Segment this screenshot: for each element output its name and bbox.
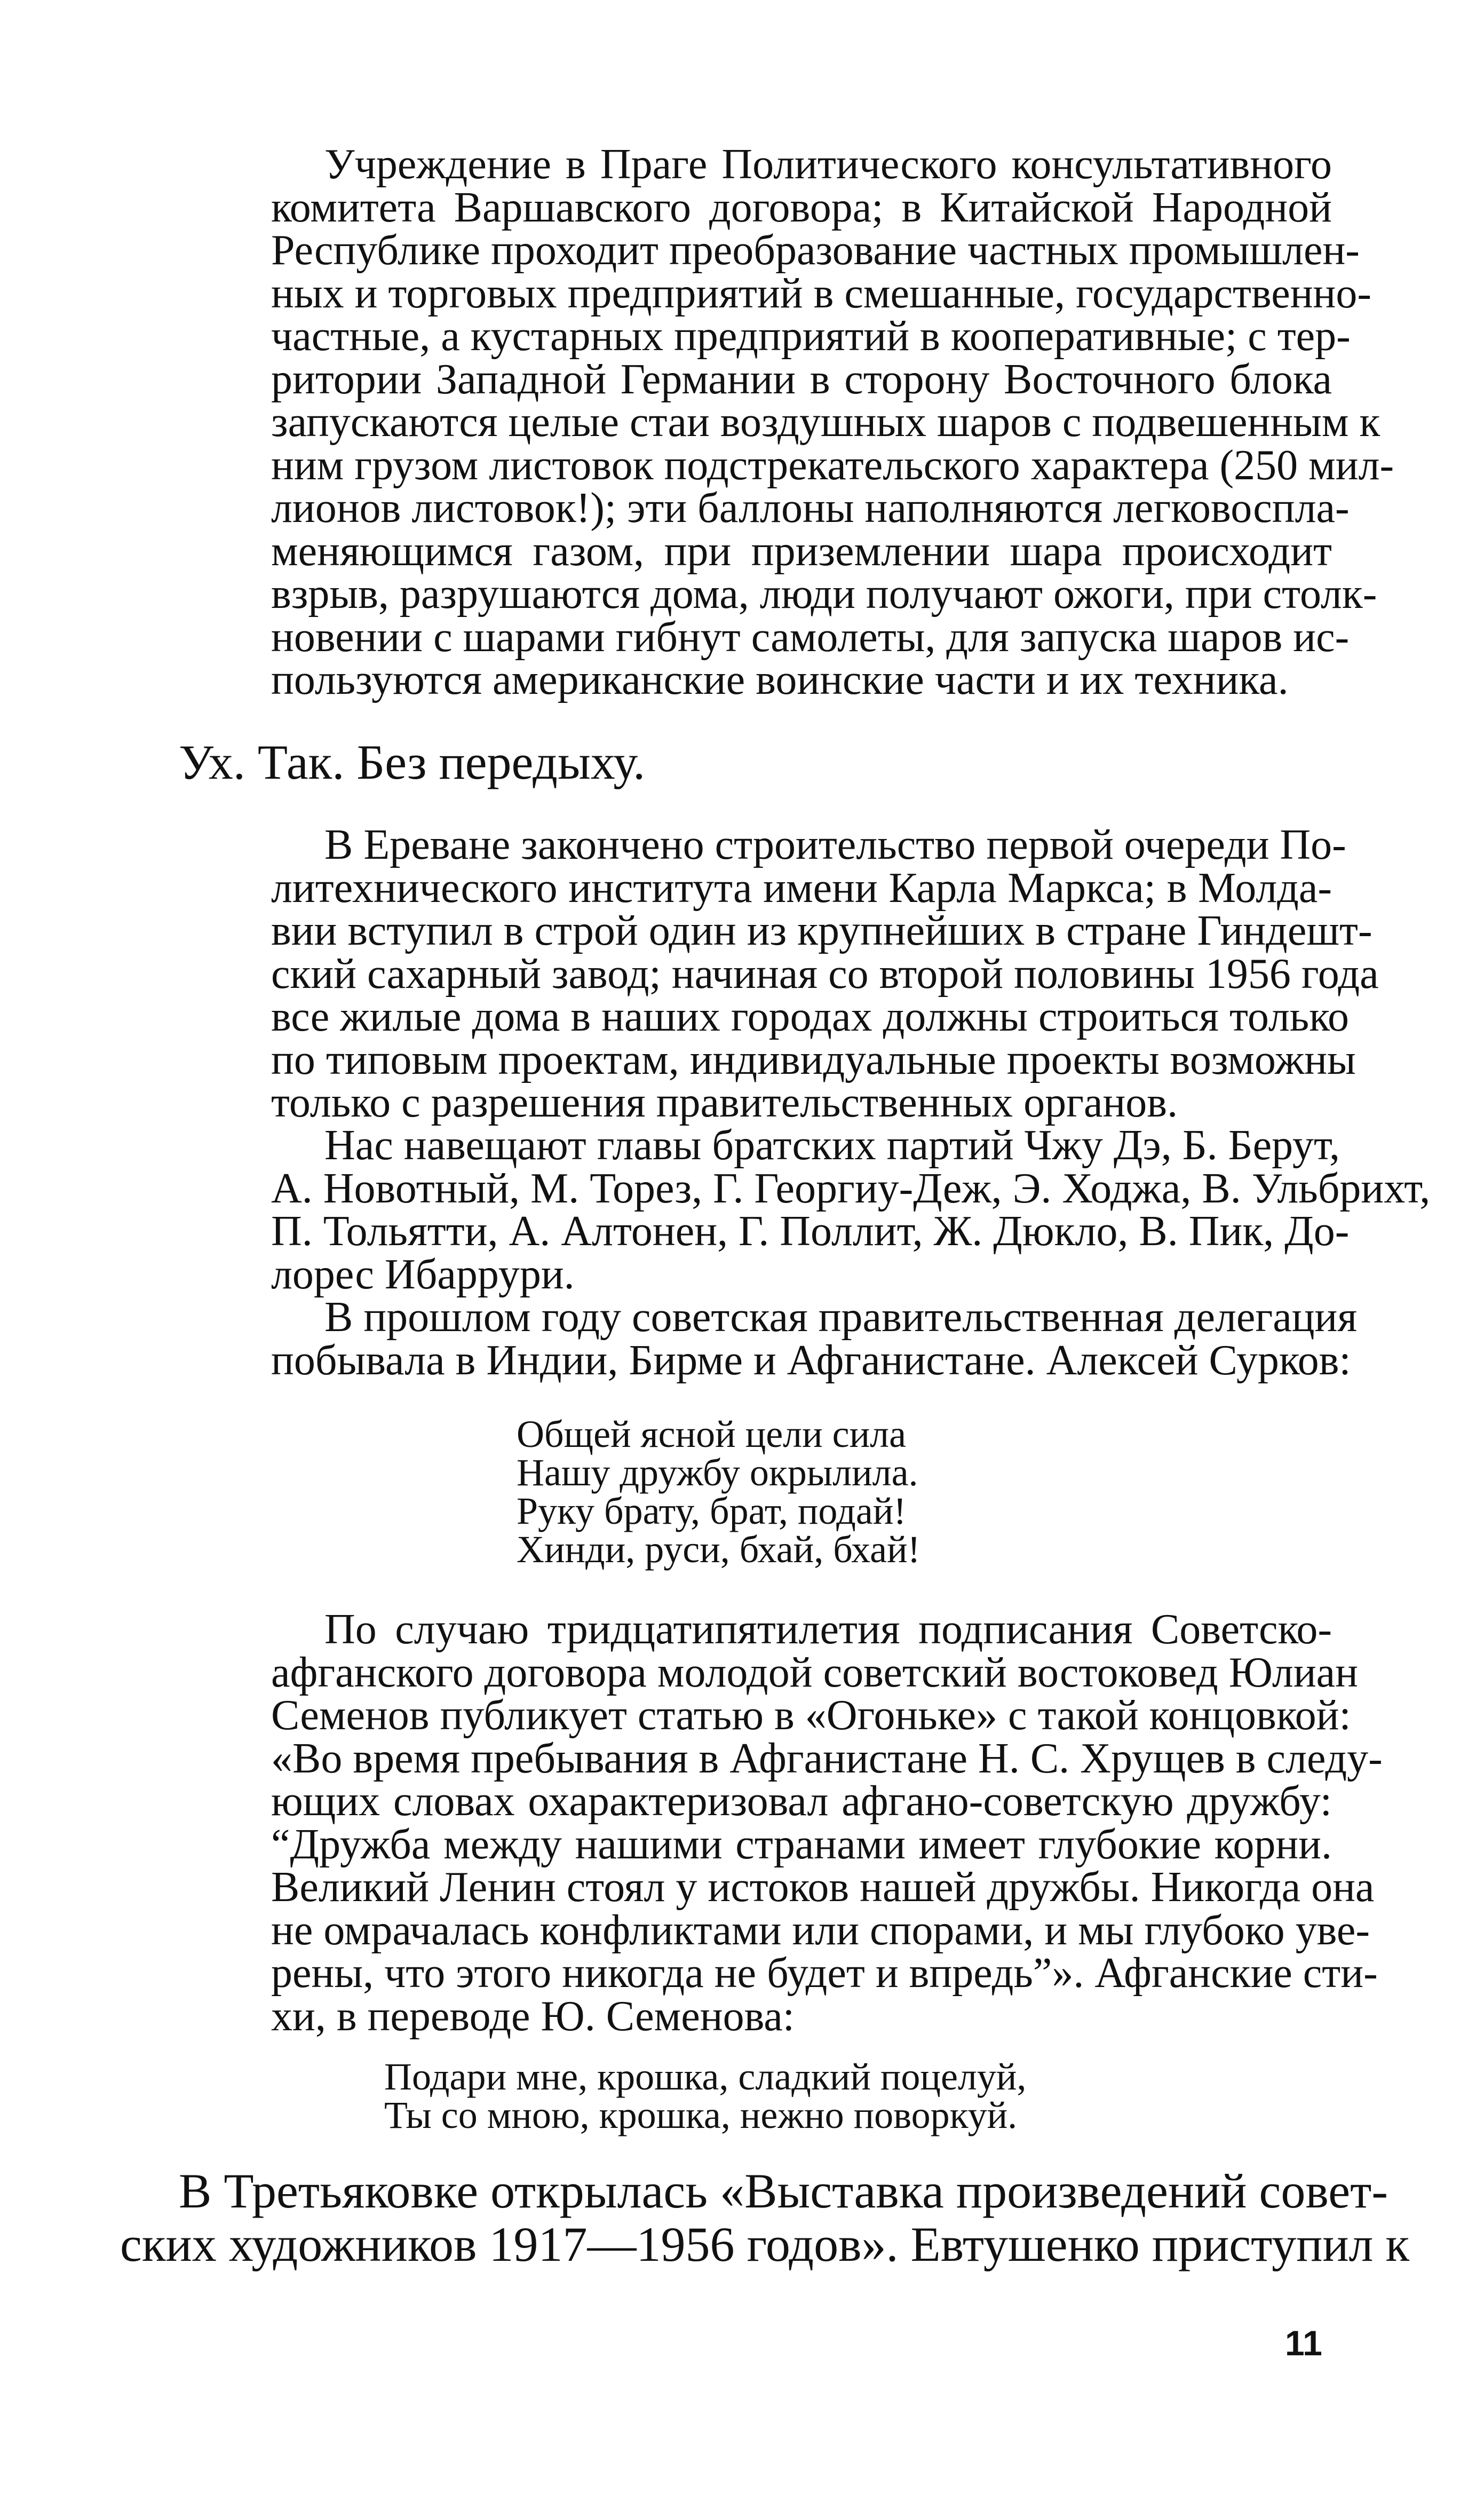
text-line: афганского договора молодой советский востоковед Юлиан [271, 1649, 1358, 1696]
text-line: частные, а кустарных предприятий в кооперативные; с тер- [271, 313, 1351, 360]
text-line: запускаются целые стаи воздушных шаров с подвешенным к [271, 399, 1380, 446]
text-line: Великий Ленин стоял у истоков нашей дружбы. Никогда она [271, 1864, 1375, 1911]
text-line: “Дружба между нашими странами имеет глубокие корни. [271, 1821, 1332, 1868]
text-line: вии вступил в строй один из крупнейших в стране Гиндешт- [271, 907, 1372, 954]
text-line: Ух. Так. Без передыху. [179, 735, 646, 789]
text-line: по типовым проектам, индивидуальные проекты возможны [271, 1036, 1356, 1083]
text-line: Семенов публикует статью в «Огоньке» с такой концовкой: [271, 1692, 1351, 1739]
text-line: П. Тольятти, А. Алтонен, Г. Поллит, Ж. Дюкло, В. Пик, До- [271, 1208, 1350, 1255]
text-line: ним грузом листовок подстрекательского характера (250 мил- [271, 441, 1394, 489]
text-line: только с разрешения правительственных органов. [271, 1079, 1178, 1126]
text-line: Республике проходит преобразование частных промышлен- [271, 227, 1360, 274]
text-line: ский сахарный завод; начиная со второй половины 1956 года [271, 950, 1379, 998]
text-line: В Третьяковке открылась «Выставка произведений совет- [179, 2164, 1388, 2218]
quote-paragraph [271, 1122, 1431, 1298]
verse-line: Ты со мною, крошка, нежно поворкуй. [384, 2094, 1018, 2136]
text-line: побывала в Индии, Бирме и Афганистане. Алексей Сурков: [271, 1336, 1351, 1384]
poem-stanza [384, 2057, 1238, 2134]
text-line: меняющимся газом, при приземлении шара происходит [271, 527, 1332, 575]
quote-paragraph [271, 1294, 1358, 1384]
verse-line: Общей ясной цели сила [517, 1413, 907, 1455]
text-line: новении с шарами гибнут самолеты, для запуска шаров ис- [271, 613, 1350, 661]
text-line: «Во время пребывания в Афганистане Н. С. Хрущев в следу- [271, 1735, 1383, 1782]
quote-paragraph [271, 141, 1394, 703]
text-line: рены, что этого никогда не будет и впредь”». Афганские сти- [271, 1950, 1378, 1997]
text-line: хи, в переводе Ю. Семенова: [271, 1992, 795, 2040]
quote-paragraph [271, 1606, 1383, 2040]
text-line: пользуются американские воинские части и их техника. [271, 656, 1289, 703]
text-line: лорес Ибаррури. [271, 1250, 575, 1298]
text-line: А. Новотный, М. Торез, Г. Георгиу-Деж, Э. Ходжа, В. Ульбрихт, [271, 1165, 1431, 1212]
text-line: Учреждение в Праге Политического консультативного [324, 141, 1332, 188]
text-line: ритории Западной Германии в сторону Восточного блока [271, 355, 1332, 403]
text-line: ющих словах охарактеризовал афгано-советскую дружбу: [271, 1778, 1332, 1825]
verse-line: Хинди, руси, бхай, бхай! [517, 1528, 920, 1571]
text-line: По случаю тридцатипятилетия подписания Советско- [324, 1606, 1332, 1653]
quote-paragraph [271, 821, 1379, 1126]
author-paragraph [120, 2164, 1410, 2271]
page-number: 11 [1285, 2323, 1322, 2363]
text-line: комитета Варшавского договора; в Китайской Народной [271, 184, 1332, 231]
text-line: ских художников 1917—1956 годов». Евтушенко приступил к [120, 2217, 1410, 2271]
verse-line: Подари мне, крошка, сладкий поцелуй, [384, 2055, 1027, 2098]
text-line: В прошлом году советская правительственная делегация [324, 1294, 1358, 1341]
text-line: ных и торговых предприятий в смешанные, государственно- [271, 270, 1371, 317]
text-line: Нас навещают главы братских партий Чжу Дэ, Б. Берут, [324, 1122, 1340, 1169]
verse-line: Руку брату, брат, подай! [517, 1490, 907, 1532]
author-remark [179, 735, 1353, 789]
poem-stanza [517, 1415, 1157, 1569]
text-line: литехнического института имени Карла Маркса; в Молда- [271, 864, 1332, 912]
text-line: лионов листовок!); эти баллоны наполняются легковоспла- [271, 485, 1350, 532]
text-line: не омрачалась конфликтами или спорами, и мы глубоко уве- [271, 1906, 1370, 1954]
verse-line: Нашу дружбу окрылила. [517, 1451, 918, 1494]
text-line: все жилые дома в наших городах должны строиться только [271, 993, 1350, 1040]
text-line: взрыв, разрушаются дома, люди получают ожоги, при столк- [271, 571, 1377, 618]
text-line: В Ереване закончено строительство первой очереди По- [324, 821, 1346, 868]
